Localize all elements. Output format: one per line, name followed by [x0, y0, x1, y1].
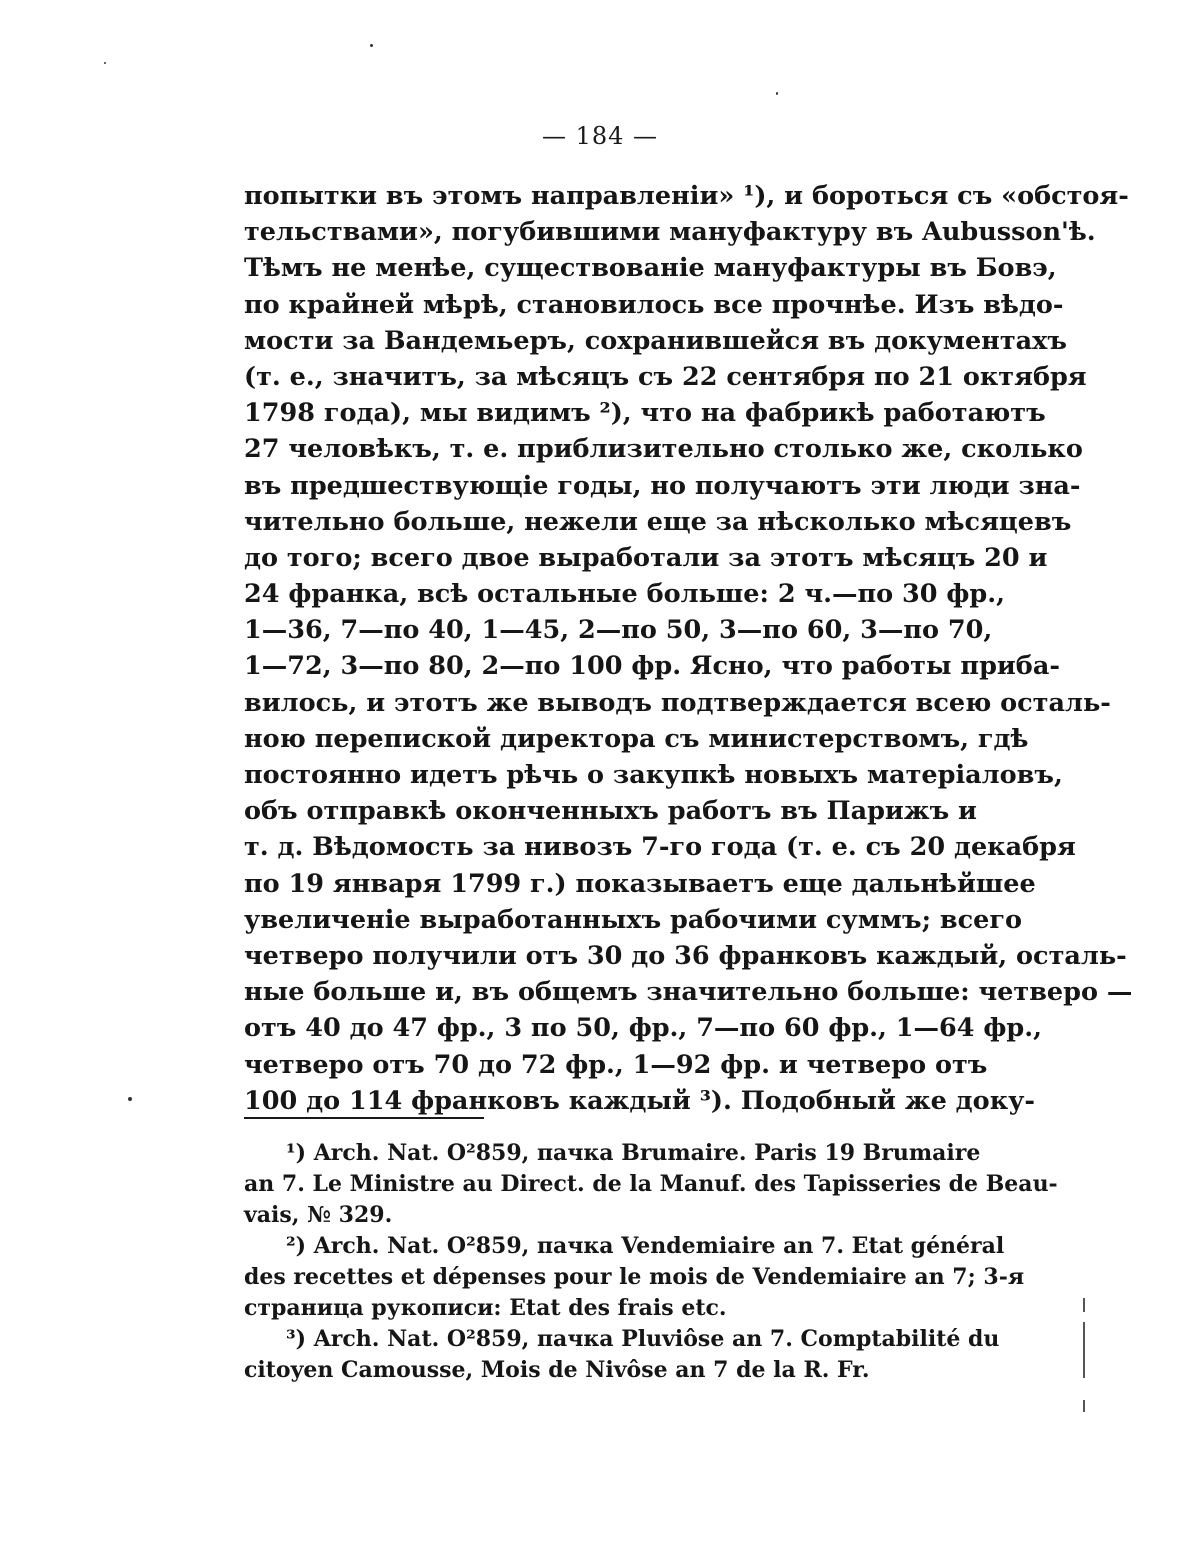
page-number: — 184 —	[541, 122, 659, 150]
text-line: по крайней мѣрѣ, становилось все прочнѣе. Изъ вѣдо-	[244, 289, 1064, 320]
text-line: въ предшествующіе годы, но получаютъ эти люди зна-	[244, 470, 1081, 501]
scan-speck	[370, 44, 373, 47]
text-line: по 19 января 1799 г.) показываетъ еще дальнѣйшее	[244, 868, 1036, 899]
text-line: чительно больше, нежели еще за нѣсколько мѣсяцевъ	[244, 506, 1072, 537]
text-line: (т. е., значитъ, за мѣсяцъ съ 22 сентября по 21 октября	[244, 361, 1087, 392]
text-line: т. д. Вѣдомость за нивозъ 7-го года (т. е. съ 20 декабря	[244, 832, 1076, 863]
text-line: до того; всего двое выработали за этотъ мѣсяцъ 20 и	[244, 542, 1048, 573]
text-line: увеличеніе выработанныхъ рабочими суммъ; всего	[244, 904, 1022, 935]
scan-speck	[128, 1097, 132, 1101]
footnote-line: vais, № 329.	[244, 1202, 393, 1228]
scan-edge-mark	[1083, 1298, 1085, 1312]
footnote-line: citoyen Camousse, Mois de Nivôse an 7 de la R. Fr.	[244, 1357, 870, 1383]
text-line: объ отправкѣ оконченныхъ работъ въ Парижъ и	[244, 796, 977, 827]
text-line: Тѣмъ не менѣе, существованіе мануфактуры въ Бовэ,	[244, 253, 1057, 284]
text-line: отъ 40 до 47 фр., 3 по 50, фр., 7—по 60 фр., 1—64 фр.,	[244, 1013, 1042, 1044]
text-line: четверо получили отъ 30 до 36 франковъ каждый, осталь-	[244, 940, 1127, 971]
text-line: мости за Вандемьеръ, сохранившейся въ документахъ	[244, 325, 1067, 356]
footnote-divider	[244, 1117, 484, 1119]
text-line: попытки въ этомъ направленіи» ¹), и бороться съ «обстоя-	[244, 181, 1129, 211]
text-line: 1798 года), мы видимъ ²), что на фабрикѣ работаютъ	[244, 398, 1046, 429]
text-line: четверо отъ 70 до 72 фр., 1—92 фр. и четверо отъ	[244, 1049, 988, 1080]
footnote-line: ¹) Arch. Nat. O²859, пачка Brumaire. Paris 19 Brumaire	[286, 1140, 981, 1166]
footnotes	[244, 1138, 1058, 1386]
footnote-line: des recettes et dépenses pour le mois de Vendemiaire an 7; 3-я	[244, 1264, 1025, 1290]
text-line: постоянно идетъ рѣчь о закупкѣ новыхъ матеріаловъ,	[244, 760, 1063, 790]
text-line: вилось, и этотъ же выводъ подтверждается всею осталь-	[244, 687, 1111, 718]
text-line: ные больше и, въ общемъ значительно больше: четверо —	[244, 977, 1133, 1008]
footnote-line: ²) Arch. Nat. O²859, пачка Vendemiaire an 7. Etat général	[286, 1233, 1005, 1259]
text-line: 1—36, 7—по 40, 1—45, 2—по 50, 3—по 60, 3—по 70,	[244, 615, 993, 646]
text-line: 100 до 114 франковъ каждый ³). Подобный же доку-	[244, 1085, 1036, 1116]
scan-edge-mark	[1083, 1322, 1085, 1378]
main-text	[244, 178, 1133, 1119]
text-line: тельствами», погубившими мануфактуру въ Aubusson'ѣ.	[244, 217, 1096, 248]
text-line: 27 человѣкъ, т. е. приблизительно столько же, сколько	[244, 434, 1083, 465]
text-line: ною перепиской директора съ министерствомъ, гдѣ	[244, 723, 1029, 754]
scan-speck	[776, 92, 778, 95]
scan-speck	[104, 62, 106, 64]
text-line: 1—72, 3—по 80, 2—по 100 фр. Ясно, что работы приба-	[244, 651, 1060, 682]
footnote-line: страница рукописи: Etat des frais etc.	[244, 1295, 727, 1321]
text-line: 24 франка, всѣ остальные больше: 2 ч.—по 30 фр.,	[244, 579, 1005, 610]
scan-edge-mark	[1083, 1400, 1085, 1412]
footnote-line: ³) Arch. Nat. O²859, пачка Pluviôse an 7. Comptabilité du	[286, 1326, 1000, 1352]
footnote-line: an 7. Le Ministre au Direct. de la Manuf. des Tapisseries de Beau-	[244, 1171, 1058, 1197]
